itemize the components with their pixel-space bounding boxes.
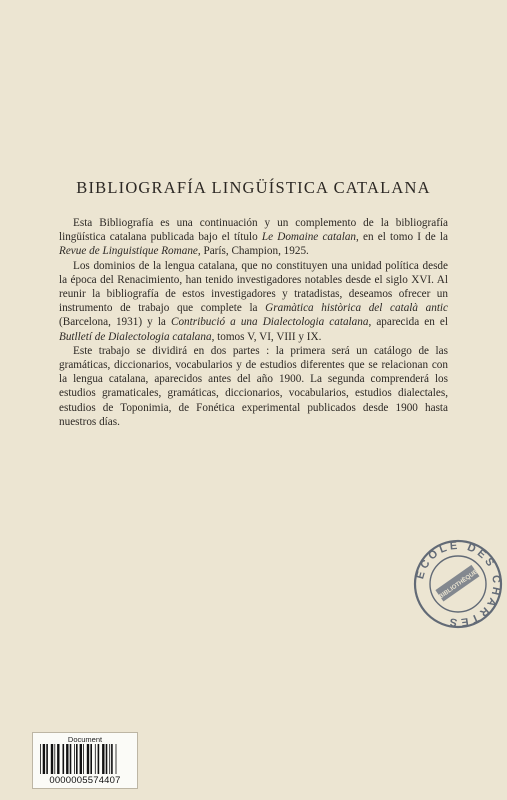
barcode-title: Document	[67, 735, 103, 744]
barcode-bar	[40, 744, 41, 774]
barcode-bar	[106, 744, 108, 774]
stamp-center-text: BIBLIOTHÈQUE	[438, 569, 479, 601]
page-title: BIBLIOGRAFÍA LINGÜÍSTICA CATALANA	[76, 178, 431, 197]
barcode-number: 0000005574407	[49, 775, 121, 786]
barcode-bar	[74, 744, 75, 774]
barcode-bar	[66, 744, 68, 774]
barcode-bar	[63, 744, 65, 774]
barcode-bar	[116, 744, 117, 774]
barcode-bar	[54, 744, 55, 774]
barcode-bar	[90, 744, 92, 774]
body-text	[59, 216, 448, 429]
barcode-icon	[39, 744, 131, 774]
barcode-bar	[109, 744, 110, 774]
barcode-bar	[51, 744, 53, 774]
barcode-bar	[46, 744, 48, 774]
barcode-bar	[57, 744, 59, 774]
barcode-label	[32, 732, 138, 789]
barcode-bar	[80, 744, 82, 774]
library-stamp	[412, 538, 504, 630]
barcode-bar	[83, 744, 84, 774]
barcode-bar	[76, 744, 78, 774]
barcode-bar	[102, 744, 104, 774]
barcode-bar	[70, 744, 72, 774]
paragraph-1: Esta Bibliografía es una continuación y un complemento de la bibliografía lingüística catalana publicada bajo el título Le Domaine catalan, en el tomo I de la Revue de Linguistique Romane, París, Champion, 1925.	[59, 217, 448, 258]
stamp-ring-text: ECOLE DES CHARTES	[414, 539, 503, 629]
barcode-bar	[95, 744, 96, 774]
paragraph-3: Este trabajo se dividirá en dos partes : la primera será un catálogo de las gramáticas, diccionarios, vocabularios y de estudios diferentes que se relacionan con la lengua catalana, aparecidos antes del año 1900. La segunda comprenderá los estudios gramaticales, gramáticas, diccionarios, vocabularios, estudios dialectales, estudios de Toponimia, de Fonética experimental publicados desde 1900 hasta nuestros días.	[59, 344, 448, 428]
barcode-bar	[111, 744, 113, 774]
barcode-bar	[98, 744, 100, 774]
barcode-bar	[87, 744, 89, 774]
barcode-bar	[43, 744, 45, 774]
paragraph-2: Los dominios de la lengua catalana, que no constituyen una unidad política desde la época del Renacimiento, han tenido investigadores notables desde el siglo XVI. Al reunir la bibliografía de estos investigadores y tratadistas, deseamos ofrecer un instrumento de trabajo que complete la Gramàtica històrica del català antic (Barcelona, 1931) y la Contribució a una Dialectologia catalana, aparecida en el Butlletí de Dialectologia catalana, tomos V, VI, VIII y IX.	[59, 259, 449, 343]
